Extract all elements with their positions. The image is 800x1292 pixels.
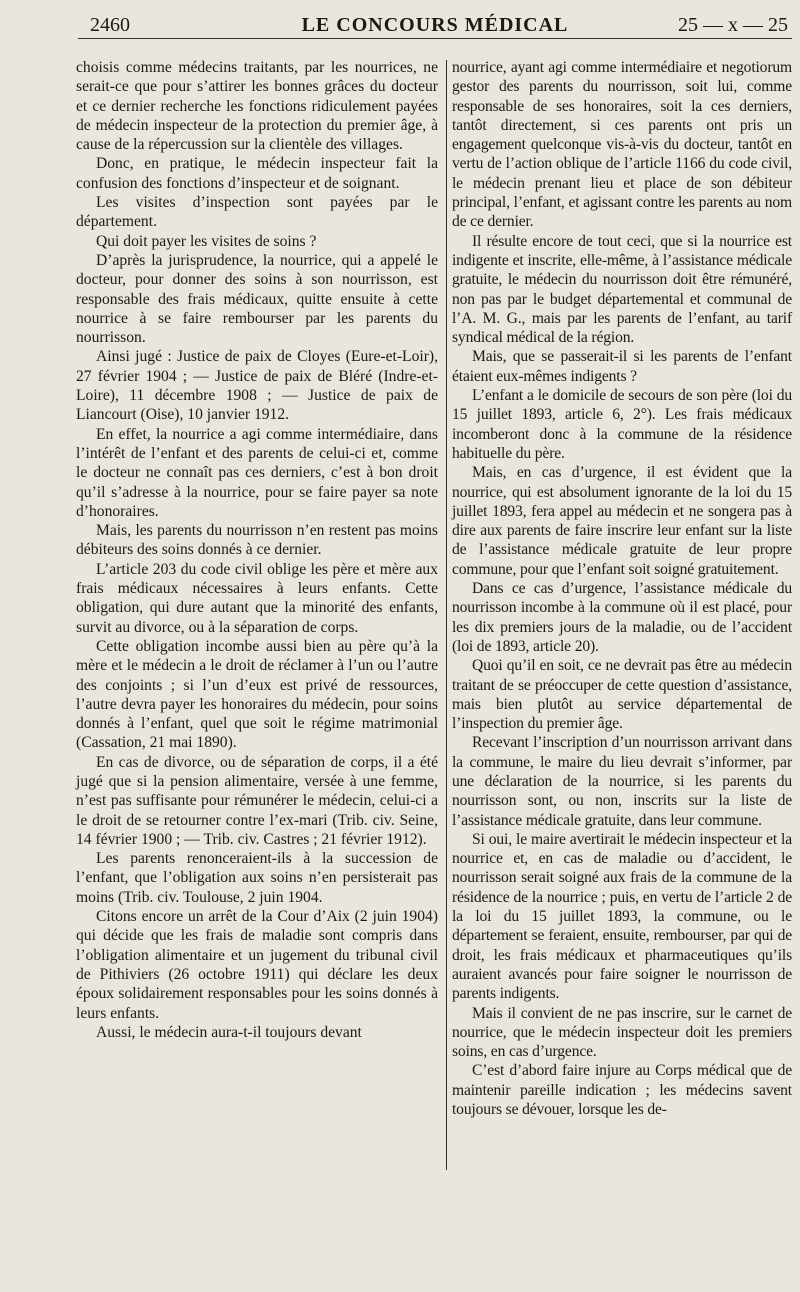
paragraph: Mais, que se passerait-il si les parents de l’enfant étaient eux-mêmes indigents ?	[452, 348, 792, 385]
paragraph: Ainsi jugé : Justice de paix de Cloyes (Eure-et-Loir), 27 février 1904 ; — Justice de paix de Bléré (Indre-et-Loire), 11 décembre 1908 ; — Justice de paix de Liancourt (Oise), 10 janvier 1912.	[76, 348, 438, 424]
paragraph: Les visites d’inspection sont payées par le département.	[76, 194, 438, 231]
paragraph: Mais, les parents du nourrisson n’en restent pas moins débiteurs des soins donnés à ce dernier.	[76, 522, 438, 559]
left-column	[76, 58, 438, 1042]
page-number: 2460	[90, 14, 130, 36]
right-column	[452, 58, 792, 1119]
paragraph: choisis comme médecins traitants, par les nourrices, ne serait-ce que pour s’attirer les bonnes grâces du docteur et ce dernier recherche les fonctions ridiculement payées de médecin inspecteur de la protection du premier âge, à cause de la répercussion sur la clientèle des villages.	[76, 59, 438, 154]
paragraph: D’après la jurisprudence, la nourrice, qui a appelé le docteur, pour donner des soins à son nourrisson, est responsable des frais médicaux, quitte ensuite à cette nourrice à se faire rembourser par les parents du nourrisson.	[76, 251, 438, 347]
journal-title: LE CONCOURS MÉDICAL	[301, 14, 569, 36]
paragraph: Dans ce cas d’urgence, l’assistance médicale du nourrisson incombe à la commune où il est placé, pour les dix premiers jours de la maladie, ou de l’accident (loi de 1893, article 20).	[452, 580, 792, 655]
running-header	[78, 10, 792, 39]
paragraph: Cette obligation incombe aussi bien au père qu’à la mère et le médecin a le droit de réclamer à l’un ou l’autre des conjoints ; si l’un d’eux est privé de ressources, l’autre devra payer les honoraires du médecin, pour soins donnés à l’enfant, quel que soit le régime matrimonial (Cassation, 21 mai 1890).	[76, 637, 438, 752]
column-divider	[446, 60, 447, 1170]
paragraph: En cas de divorce, ou de séparation de corps, il a été jugé que si la pension alimentaire, versée à une femme, n’est pas suffisante pour rémunérer le médecin, celui-ci a le droit de se retourner contre l’ex-mari (Trib. civ. Seine, 14 février 1900 ; — Trib. civ. Castres ; 21 février 1912).	[76, 753, 438, 848]
paragraph: Citons encore un arrêt de la Cour d’Aix (2 juin 1904) qui décide que les frais de maladie sont compris dans l’obligation alimentaire et un jugement du tribunal civil de Pithiviers (26 octobre 1911) qui déclare les deux époux solidairement responsables pour les soins donnés à leurs enfants.	[76, 908, 438, 1022]
paragraph: Il résulte encore de tout ceci, que si la nourrice est indigente et inscrite, elle-même, à l’assistance médicale gratuite, le médecin du nourrisson doit être rémunéré, non pas par le budget départemental et communal de l’A. M. G., mais par les parents de l’enfant, au tarif syndical médical de la région.	[452, 232, 792, 347]
paragraph: Mais il convient de ne pas inscrire, sur le carnet de nourrice, que le médecin inspecteur doit les premiers soins, en cas d’urgence.	[452, 1004, 792, 1061]
paragraph: Qui doit payer les visites de soins ?	[96, 232, 317, 250]
issue-date: 25 — x — 25	[678, 14, 788, 36]
paragraph: Si oui, le maire avertirait le médecin inspecteur et la nourrice et, en cas de maladie ou d’accident, le nourrisson serait soigné aux frais de la commune de la résidence de la nourrice ; puis, en vertu de l’article 2 de la loi du 15 juillet 1893, la commune, ou le département se feraient, ensuite, rembourser, par qui de droit, les frais médicaux et pharmaceutiques qu’ils auraient avancés pour faire soigner le nourrisson de parents indigents.	[452, 830, 792, 1003]
paragraph: Mais, en cas d’urgence, il est évident que la nourrice, qui est absolument ignorante de la loi du 15 juillet 1893, fera appel au médecin et ne songera pas à dire aux parents de faire inscrire leur enfant sur la liste de l’assistance médicale gratuite de leur propre commune, pour que l’enfant soit soigné gratuitement.	[452, 464, 792, 578]
paragraph: Quoi qu’il en soit, ce ne devrait pas être au médecin traitant de se préoccuper de cette question d’assistance, mais bien plutôt au service départemental de l’inspection du premier âge.	[452, 657, 792, 733]
paragraph: En effet, la nourrice a agi comme intermédiaire, dans l’intérêt de l’enfant et des parents de celui-ci et, comme le docteur ne connaît pas ces derniers, c’est à bon droit qu’il s’adresse à la nourrice, pour se faire payer sa note d’honoraires.	[76, 425, 438, 520]
paragraph: Donc, en pratique, le médecin inspecteur fait la confusion des fonctions d’inspecteur et de soignant.	[76, 155, 438, 192]
paragraph: L’enfant a le domicile de secours de son père (loi du 15 juillet 1893, article 6, 2°). Les frais médicaux incomberont donc à la commune de la résidence habituelle du père.	[452, 387, 792, 462]
paragraph: Les parents renonceraient-ils à la succession de l’enfant, que l’obligation aux soins n’en persisterait pas moins (Trib. civ. Toulouse, 2 juin 1904.	[76, 850, 438, 906]
paragraph: C’est d’abord faire injure au Corps médical que de maintenir pareille indication ; les médecins savent toujours se dévouer, lorsque les de-	[452, 1062, 792, 1119]
paragraph: Recevant l’inscription d’un nourrisson arrivant dans la commune, le maire du lieu devrait s’informer, par une déclaration de la nourrice, si les parents du nourrisson sont, ou non, inscrits sur la liste de l’assistance médicale gratuite, dans leur commune.	[452, 734, 792, 829]
paragraph: L’article 203 du code civil oblige les père et mère aux frais médicaux nécessaires à leurs enfants. Cette obligation, qui dure autant que la minorité des enfants, survit au divorce, ou à la séparation de corps.	[76, 560, 438, 636]
paragraph: nourrice, ayant agi comme intermédiaire et negotiorum gestor des parents du nourrisson, soit lui, comme responsable de ses honoraires, soit la ces derniers, tantôt directement, si ces parents ont pris un engagement quelconque vis-à-vis du docteur, tantôt en vertu de l’action oblique de l’article 1166 du code civil, le médecin prenant lieu et place de son débiteur principal, l’enfant, et agissant contre les parents au nom de ce dernier.	[452, 59, 792, 231]
paragraph: Aussi, le médecin aura-t-il toujours devant	[96, 1023, 362, 1041]
